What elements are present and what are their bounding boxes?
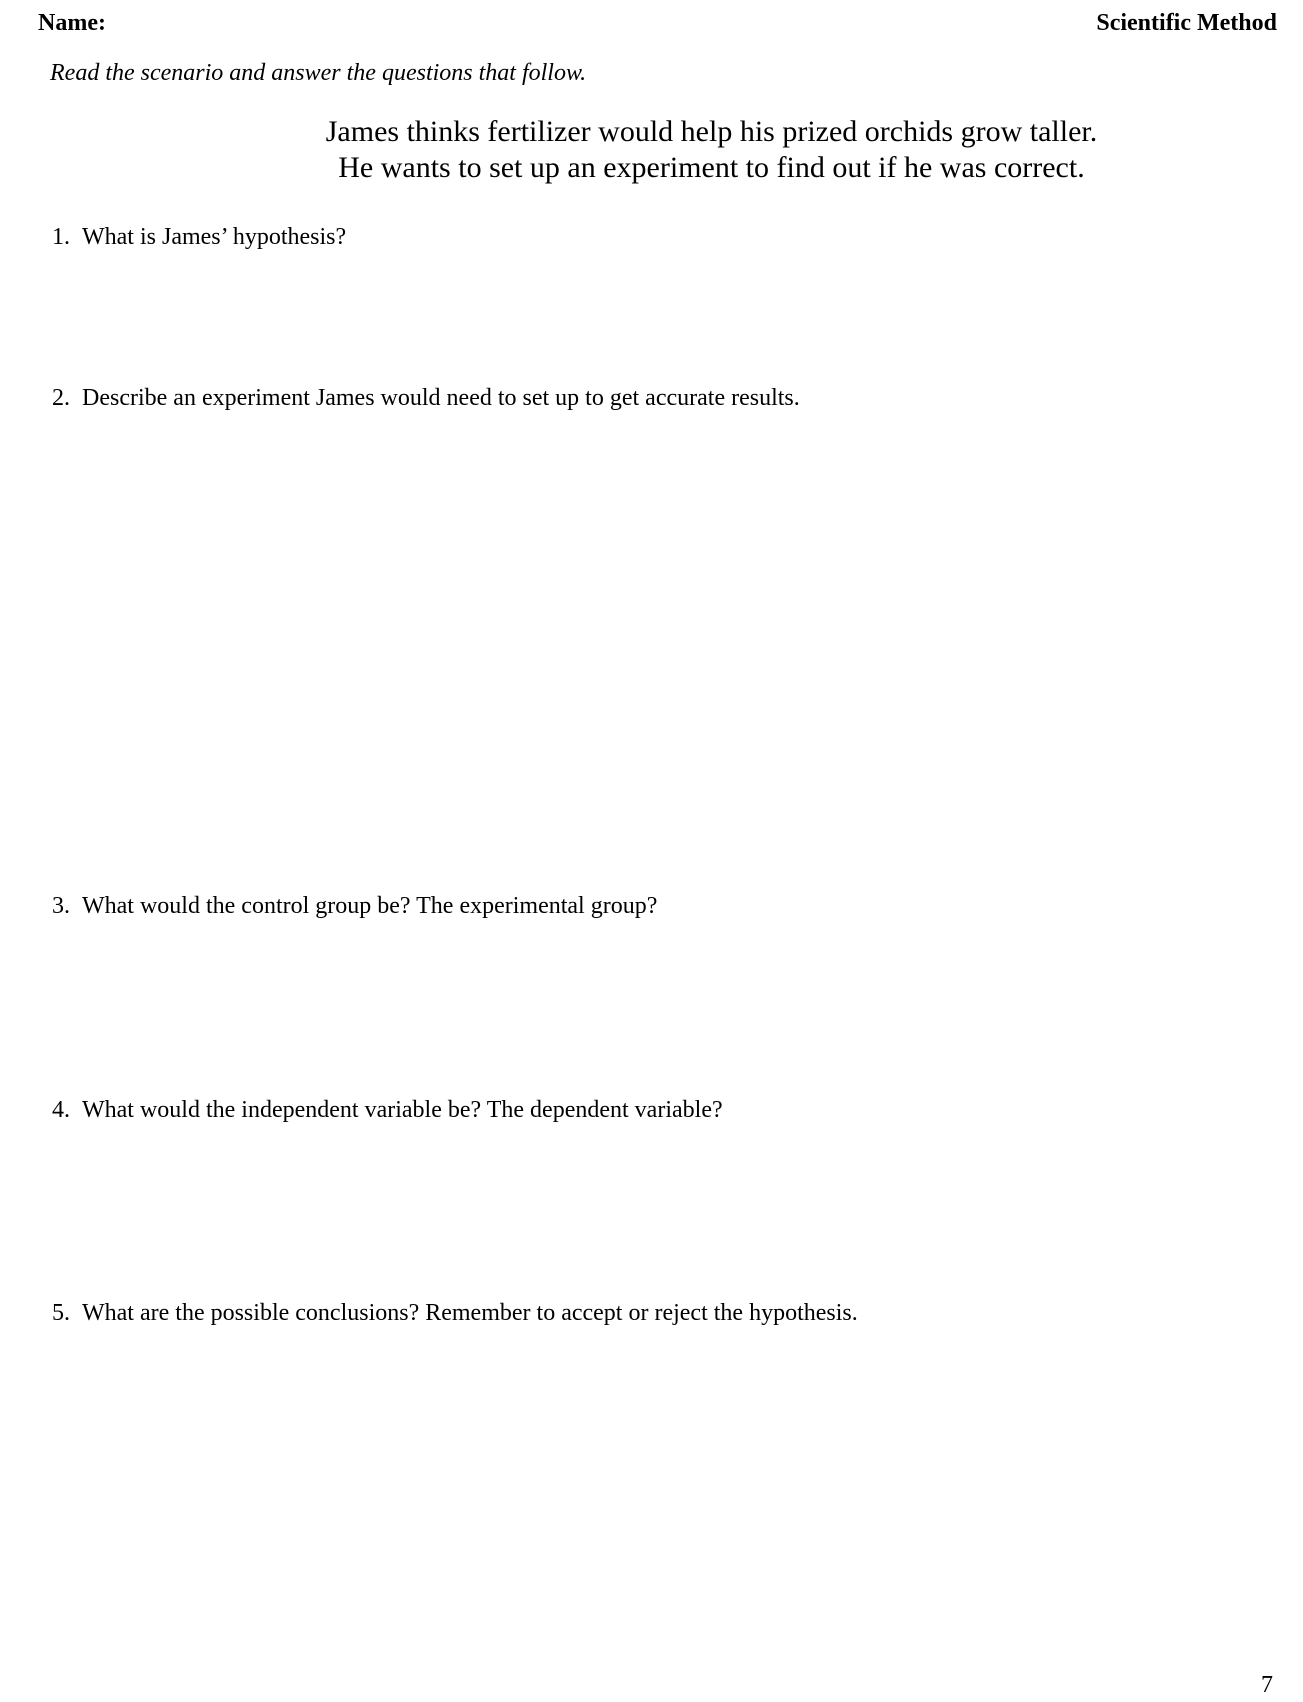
question-number: 5. bbox=[52, 1300, 70, 1326]
page-number: 7 bbox=[1261, 1672, 1273, 1698]
question-number: 4. bbox=[52, 1097, 70, 1123]
question-text: What would the control group be? The experimental group? bbox=[82, 893, 658, 919]
question-text: What is James’ hypothesis? bbox=[82, 224, 347, 250]
question-number: 1. bbox=[52, 224, 70, 250]
scenario-line: He wants to set up an experiment to find out if he was correct. bbox=[338, 151, 1085, 184]
question-text: Describe an experiment James would need to set up to get accurate results. bbox=[82, 385, 800, 411]
question-text: What would the independent variable be? The dependent variable? bbox=[82, 1097, 723, 1123]
scenario-text bbox=[0, 114, 1303, 186]
question-1 bbox=[52, 224, 346, 251]
question-number: 2. bbox=[52, 385, 70, 411]
instructions: Read the scenario and answer the questions that follow. bbox=[50, 60, 587, 86]
question-3 bbox=[52, 893, 657, 920]
name-label: Name: bbox=[38, 10, 106, 36]
question-5 bbox=[52, 1300, 858, 1327]
question-number: 3. bbox=[52, 893, 70, 919]
question-4 bbox=[52, 1097, 723, 1124]
question-text: What are the possible conclusions? Remember to accept or reject the hypothesis. bbox=[82, 1300, 858, 1326]
question-2 bbox=[52, 385, 800, 412]
document-title: Scientific Method bbox=[1096, 10, 1277, 36]
scenario-line: James thinks fertilizer would help his prized orchids grow taller. bbox=[325, 115, 1098, 148]
